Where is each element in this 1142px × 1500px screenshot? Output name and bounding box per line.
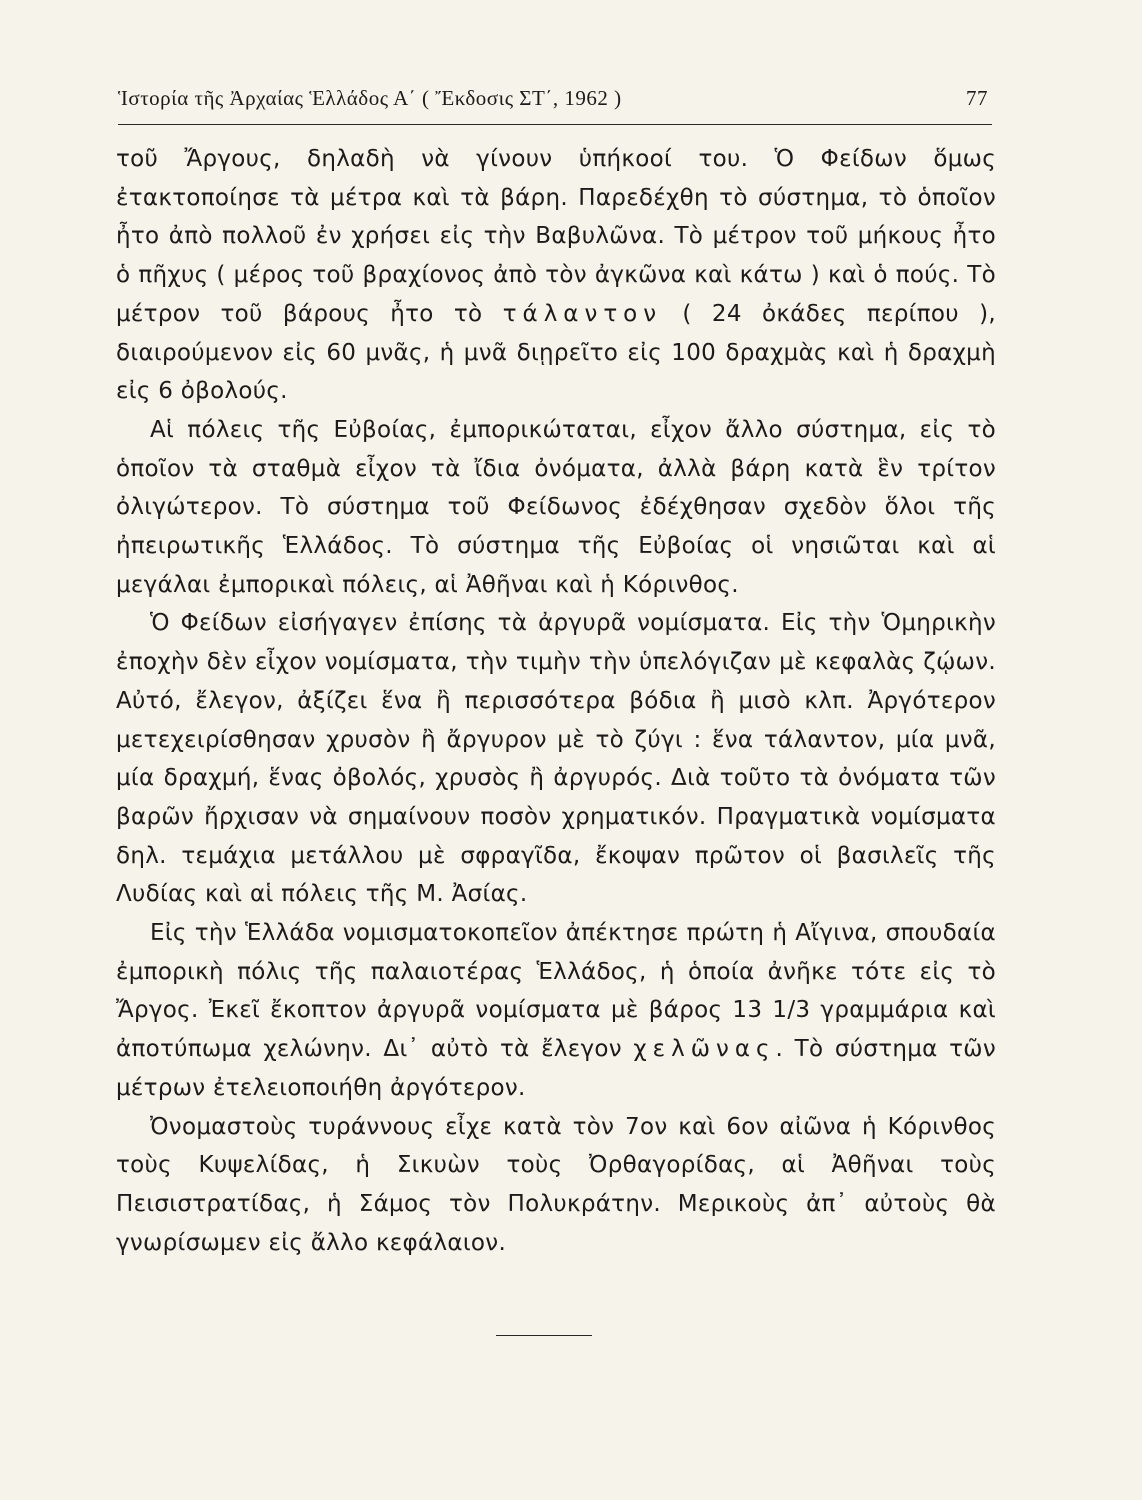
paragraph-1-text-a: τοῦ Ἄργους, δηλαδὴ νὰ γίνουν ὑπήκοοί του. Ὁ Φείδων ὅμως ἐτακτοποίησε τὰ μέτρα καὶ τὰ βάρη. Παρεδέχθη τὸ σύστημα, τὸ ὁποῖον ἦτο ἀπὸ πολλοῦ ἐν χρήσει εἰς τὴν Βαβυλῶνα. Τὸ μέτρον τοῦ μήκους ἦτο ὁ πῆχυς ( μέρος τοῦ βραχίονος ἀπὸ τὸν ἀγκῶνα καὶ κάτω ) καὶ ὁ πούς. Τὸ μέτρον τοῦ βάρους ἦτο τὸ	[116, 146, 996, 327]
paragraph-4	[116, 914, 996, 1108]
page-header	[118, 86, 988, 111]
running-title: Ἱστορία τῆς Ἀρχαίας Ἑλλάδος Α΄ ( Ἔκδοσις ΣΤ΄, 1962 )	[118, 86, 622, 110]
paragraph-4-text-a: Εἰς τὴν Ἑλλάδα νομισματοκοπεῖον ἀπέκτησε πρώτη ἡ Αἴγινα, σπουδαία ἐμπορικὴ πόλις τῆς παλαιοτέρας Ἑλλάδος, ἡ ὁποία ἀνῆκε τότε εἰς τὸ Ἄργος. Ἐκεῖ ἔκοπτον ἀργυρᾶ νομίσματα μὲ βάρος 13 1/3 γραμμάρια καὶ ἀποτύπωμα χελώνην. Δι᾿ αὐτὸ τὰ ἔλεγον	[116, 920, 996, 1063]
paragraph-4-text-b: . Τὸ σύστημα τῶν μέτρων ἐτελειοποιήθη ἀργότερον.	[116, 1036, 996, 1101]
page-number: 77	[966, 86, 988, 110]
paragraph-3: Ὁ Φείδων εἰσήγαγεν ἐπίσης τὰ ἀργυρᾶ νομίσματα. Εἰς τὴν Ὁμηρικὴν ἐποχὴν δὲν εἶχον νομίσματα, τὴν τιμὴν τὴν ὑπελόγιζαν μὲ κεφαλὰς ζῴων. Αὐτό, ἔλεγον, ἀξίζει ἕνα ἢ περισσότερα βόδια ἢ μισὸ κλπ. Ἀργότερον μετεχειρίσθησαν χρυσὸν ἢ ἄργυρον μὲ τὸ ζύγι : ἕνα τάλαντον, μία μνᾶ, μία δραχμή, ἕνας ὀβολός, χρυσὸς ἢ ἀργυρός. Διὰ τοῦτο τὰ ὀνόματα τῶν βαρῶν ἤρχισαν νὰ σημαίνουν ποσὸν χρηματικόν. Πραγματικὰ νομίσματα δηλ. τεμάχια μετάλλου μὲ σφραγῖδα, ἔκοψαν πρῶτον οἱ βασιλεῖς τῆς Λυδίας καὶ αἱ πόλεις τῆς Μ. Ἀσίας.	[116, 610, 996, 908]
emphasis-chelonas: χελῶνας	[633, 1036, 776, 1063]
paragraph-1-text-b: ( 24 ὀκάδες περίπου ), διαιρούμενον εἰς 60 μνᾶς, ἡ μνᾶ διῃρεῖτο εἰς 100 δραχμὰς καὶ ἡ δραχμὴ εἰς 6 ὀβολούς.	[116, 300, 996, 405]
section-end-rule	[496, 1335, 592, 1336]
header-rule	[118, 124, 992, 125]
paragraph-5: Ὀνομαστοὺς τυράννους εἶχε κατὰ τὸν 7ον καὶ 6ον αἰῶνα ἡ Κόρινθος τοὺς Κυψελίδας, ἡ Σικυὼν τοὺς Ὀρθαγορίδας, αἱ Ἀθῆναι τοὺς Πεισιστρατίδας, ἡ Σάμος τὸν Πολυκράτην. Μερικοὺς ἀπ᾿ αὐτοὺς θὰ γνωρίσωμεν εἰς ἄλλο κεφάλαιον.	[116, 1113, 996, 1256]
paragraph-1	[116, 140, 996, 411]
paragraph-2: Αἱ πόλεις τῆς Εὐβοίας, ἐμπορικώταται, εἶχον ἄλλο σύστημα, εἰς τὸ ὁποῖον τὰ σταθμὰ εἶχον τὰ ἴδια ὀνόματα, ἀλλὰ βάρη κατὰ ἓν τρίτον ὀλιγώτερον. Τὸ σύστημα τοῦ Φείδωνος ἐδέχθησαν σχεδὸν ὅλοι τῆς ἠπειρωτικῆς Ἑλλάδος. Τὸ σύστημα τῆς Εὐβοίας οἱ νησιῶται καὶ αἱ μεγάλαι ἐμπορικαὶ πόλεις, αἱ Ἀθῆναι καὶ ἡ Κόρινθος.	[116, 416, 996, 598]
emphasis-talanton: τάλαντον	[502, 300, 663, 327]
body-text	[116, 140, 996, 1262]
